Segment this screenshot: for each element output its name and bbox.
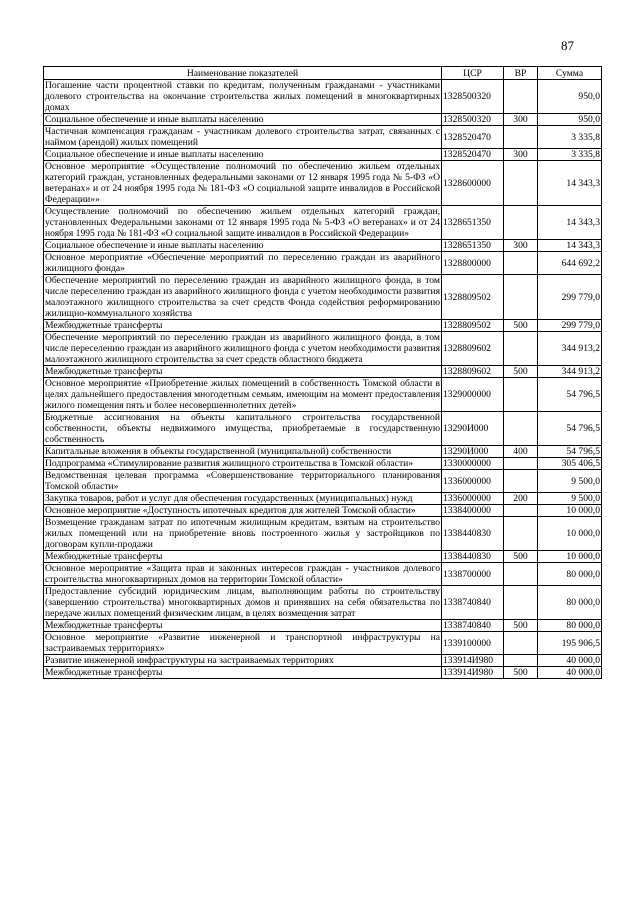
row-csr-cell: 1329000000 — [442, 378, 504, 412]
row-csr-cell: 1328651350 — [442, 240, 504, 252]
row-sum-cell: 305 406,5 — [538, 458, 602, 470]
row-sum-cell: 14 343,3 — [538, 240, 602, 252]
row-csr-cell: 1339100000 — [442, 632, 504, 655]
row-vr-cell — [504, 586, 538, 620]
row-name-cell: Основное мероприятие «Осуществление полномочий по обеспечению жильем отдельных категорий граждан, установленных федеральными законами от 12 января 1995 года № 5-ФЗ «О ветеранах» и от 24 ноября 1995 года № 181-ФЗ «О социальной защите инвалидов в Российской Федерации»» — [45, 161, 440, 205]
table-row — [44, 114, 602, 126]
row-csr-cell: 1328520470 — [442, 149, 504, 161]
row-vr-cell — [504, 470, 538, 493]
row-csr-cell: 1328809502 — [442, 320, 504, 332]
row-csr-cell: 133914И980 — [442, 667, 504, 679]
row-name-cell: Основное мероприятие «Развитие инженерной и транспортной инфраструктуры на застраиваемых территориях» — [45, 632, 440, 654]
row-csr-cell: 1338440830 — [442, 551, 504, 563]
row-name-cell: Ведомственная целевая программа «Совершенствование территориального планирования Томской области» — [45, 470, 440, 492]
table-row — [44, 505, 602, 517]
row-sum-cell: 9 500,0 — [538, 493, 602, 505]
row-csr-cell: 1336000000 — [442, 493, 504, 505]
row-name-cell: Капитальные вложения в объекты государственной (муниципальной) собственности — [44, 446, 442, 458]
row-sum-cell: 344 913,2 — [538, 366, 602, 378]
header-csr: ЦСР — [442, 67, 504, 80]
row-vr-cell — [504, 126, 538, 149]
row-csr-cell: 1338740840 — [442, 620, 504, 632]
row-sum-cell: 54 796,5 — [538, 412, 602, 446]
table-row — [44, 620, 602, 632]
row-csr-cell: 1330000000 — [442, 458, 504, 470]
row-csr-cell: 13290И000 — [442, 446, 504, 458]
row-sum-cell: 54 796,5 — [538, 378, 602, 412]
row-name-cell: Осуществление полномочий по обеспечению жильем отдельных категорий граждан, установленных Федеральными законами от 12 января 1995 года № 5-ФЗ «О ветеранах» и от 24 ноября 1995 года № 181-ФЗ «О социальной защите инвалидов в Российской Федерации» — [45, 206, 440, 239]
table-row — [44, 80, 602, 114]
row-sum-cell: 3 335,8 — [538, 149, 602, 161]
row-name-cell: Закупка товаров, работ и услуг для обеспечения государственных (муниципальных) нужд — [44, 493, 442, 505]
row-name-cell: Подпрограмма «Стимулирование развития жилищного строительства в Томской области» — [44, 458, 442, 470]
row-sum-cell: 950,0 — [538, 114, 602, 126]
row-vr-cell: 500 — [504, 667, 538, 679]
row-vr-cell — [504, 206, 538, 240]
row-name-cell: Развитие инженерной инфраструктуры на застраиваемых территориях — [44, 655, 442, 667]
row-vr-cell: 400 — [504, 446, 538, 458]
row-sum-cell: 299 779,0 — [538, 275, 602, 320]
row-sum-cell: 344 913,2 — [538, 332, 602, 366]
table-row — [44, 493, 602, 505]
table-row — [44, 517, 602, 551]
row-name-cell: Частичная компенсация гражданам - участникам долевого строительства затрат, связанных с наймом (арендой) жилых помещений — [45, 126, 440, 148]
row-vr-cell: 300 — [504, 114, 538, 126]
table-row — [44, 551, 602, 563]
table-row — [44, 161, 602, 206]
table-row — [44, 632, 602, 655]
row-vr-cell: 300 — [504, 240, 538, 252]
row-vr-cell — [504, 517, 538, 551]
row-csr-cell: 1338400000 — [442, 505, 504, 517]
row-csr-cell: 1328800000 — [442, 252, 504, 275]
table-row — [44, 470, 602, 493]
table-row — [44, 126, 602, 149]
table-row — [44, 655, 602, 667]
row-csr-cell: 13290И000 — [442, 412, 504, 446]
row-sum-cell: 950,0 — [538, 80, 602, 114]
row-vr-cell: 500 — [504, 620, 538, 632]
row-name-cell: Межбюджетные трансферты — [44, 551, 442, 563]
row-name-cell: Социальное обеспечение и иные выплаты населению — [44, 149, 442, 161]
row-name-cell: Основное мероприятие «Доступность ипотечных кредитов для жителей Томской области» — [44, 505, 442, 517]
row-vr-cell — [504, 505, 538, 517]
row-vr-cell — [504, 458, 538, 470]
row-csr-cell: 1328500320 — [442, 114, 504, 126]
row-csr-cell: 1328651350 — [442, 206, 504, 240]
row-sum-cell: 80 000,0 — [538, 586, 602, 620]
table-row — [44, 563, 602, 586]
row-name-cell: Социальное обеспечение и иные выплаты населению — [44, 114, 442, 126]
table-row — [44, 332, 602, 366]
row-csr-cell: 133914И980 — [442, 655, 504, 667]
row-csr-cell: 1328809502 — [442, 275, 504, 320]
row-name-cell: Обеспечение мероприятий по переселению граждан из аварийного жилищного фонда, в том числе переселению граждан из аварийного жилищного фонда с учетом необходимости развития малоэтажного жилищного строительства за счет средств областного бюджета — [45, 332, 440, 365]
table-row — [44, 320, 602, 332]
row-name-cell: Обеспечение мероприятий по переселению граждан из аварийного жилищного фонда, в том числе переселению граждан из аварийного жилищного фонда с учетом необходимости развития малоэтажного жилищного строительства за счет средств Фонда содействия реформированию жилищно-коммунального хозяйства — [45, 275, 440, 319]
row-vr-cell — [504, 161, 538, 206]
header-sum: Сумма — [538, 67, 602, 80]
row-sum-cell: 14 343,3 — [538, 161, 602, 206]
row-name-cell: Возмещение гражданам затрат по ипотечным жилищным кредитам, взятым на строительство жилых помещений или на приобретение вновь построенного жилья у застройщиков по договорам купли-продажи — [45, 517, 440, 550]
table-row — [44, 586, 602, 620]
row-sum-cell: 10 000,0 — [538, 517, 602, 551]
row-sum-cell: 40 000,0 — [538, 655, 602, 667]
row-csr-cell: 1328809602 — [442, 366, 504, 378]
row-sum-cell: 195 906,5 — [538, 632, 602, 655]
table-row — [44, 667, 602, 679]
row-vr-cell — [504, 252, 538, 275]
row-sum-cell: 14 343,3 — [538, 206, 602, 240]
row-name-cell: Социальное обеспечение и иные выплаты населению — [44, 240, 442, 252]
table-row — [44, 275, 602, 320]
table-row — [44, 206, 602, 240]
row-sum-cell: 9 500,0 — [538, 470, 602, 493]
row-csr-cell: 1328600000 — [442, 161, 504, 206]
row-name-cell: Бюджетные ассигнования на объекты капитального строительства государственной собственности, объекты недвижимого имущества, приобретаемые в государственную собственность — [45, 412, 440, 445]
row-name-cell: Межбюджетные трансферты — [44, 667, 442, 679]
row-vr-cell — [504, 655, 538, 667]
row-sum-cell: 3 335,8 — [538, 126, 602, 149]
row-sum-cell: 40 000,0 — [538, 667, 602, 679]
row-name-cell: Погашение части процентной ставки по кредитам, полученным гражданами - участниками долевого строительства на окончание строительства жилых помещений в многоквартирных домах — [45, 80, 440, 113]
budget-table — [43, 66, 602, 679]
row-name-cell: Основное мероприятие «Защита прав и законных интересов граждан - участников долевого строительства многоквартирных домов на территории Томской области» — [45, 563, 440, 585]
table-row — [44, 149, 602, 161]
table-row — [44, 458, 602, 470]
row-csr-cell: 1338700000 — [442, 563, 504, 586]
row-sum-cell: 644 692,2 — [538, 252, 602, 275]
header-vr: ВР — [504, 67, 538, 80]
row-vr-cell — [504, 412, 538, 446]
row-vr-cell — [504, 332, 538, 366]
row-vr-cell — [504, 378, 538, 412]
row-vr-cell: 200 — [504, 493, 538, 505]
row-name-cell: Основное мероприятие «Обеспечение мероприятий по переселению граждан из аварийного жилищного фонда» — [45, 252, 440, 274]
row-vr-cell: 300 — [504, 149, 538, 161]
row-sum-cell: 80 000,0 — [538, 563, 602, 586]
row-sum-cell: 10 000,0 — [538, 505, 602, 517]
table-row — [44, 252, 602, 275]
row-vr-cell: 500 — [504, 366, 538, 378]
row-sum-cell: 299 779,0 — [538, 320, 602, 332]
row-csr-cell: 1336000000 — [442, 470, 504, 493]
table-header-row — [44, 67, 602, 80]
row-csr-cell: 1328520470 — [442, 126, 504, 149]
row-csr-cell: 1338440830 — [442, 517, 504, 551]
table-row — [44, 378, 602, 412]
row-csr-cell: 1338740840 — [442, 586, 504, 620]
row-vr-cell — [504, 563, 538, 586]
table-body — [44, 80, 602, 679]
page-number: 87 — [561, 38, 574, 53]
row-name-cell: Межбюджетные трансферты — [44, 320, 442, 332]
row-vr-cell: 500 — [504, 551, 538, 563]
row-name-cell: Межбюджетные трансферты — [44, 620, 442, 632]
table-row — [44, 240, 602, 252]
row-name-cell: Межбюджетные трансферты — [44, 366, 442, 378]
table-row — [44, 366, 602, 378]
row-csr-cell: 1328500320 — [442, 80, 504, 114]
table-row — [44, 446, 602, 458]
row-vr-cell: 500 — [504, 320, 538, 332]
row-sum-cell: 10 000,0 — [538, 551, 602, 563]
row-name-cell: Основное мероприятие «Приобретение жилых помещений в собственность Томской области в целях дальнейшего предоставления многодетным семьям, имеющим на момент предоставления жилого помещения пять и более несовершеннолетних детей» — [45, 378, 440, 411]
row-vr-cell — [504, 80, 538, 114]
table-row — [44, 412, 602, 446]
row-vr-cell — [504, 632, 538, 655]
row-vr-cell — [504, 275, 538, 320]
row-sum-cell: 80 000,0 — [538, 620, 602, 632]
row-csr-cell: 1328809602 — [442, 332, 504, 366]
row-name-cell: Предоставление субсидий юридическим лицам, выполняющим работы по строительству (завершению строительства) многоквартирных домов и принявших на себя обязательства по передаче жилых помещений физическим лицам, в целях возмещения затрат — [45, 586, 440, 619]
header-name: Наименование показателей — [44, 67, 442, 80]
row-sum-cell: 54 796,5 — [538, 446, 602, 458]
